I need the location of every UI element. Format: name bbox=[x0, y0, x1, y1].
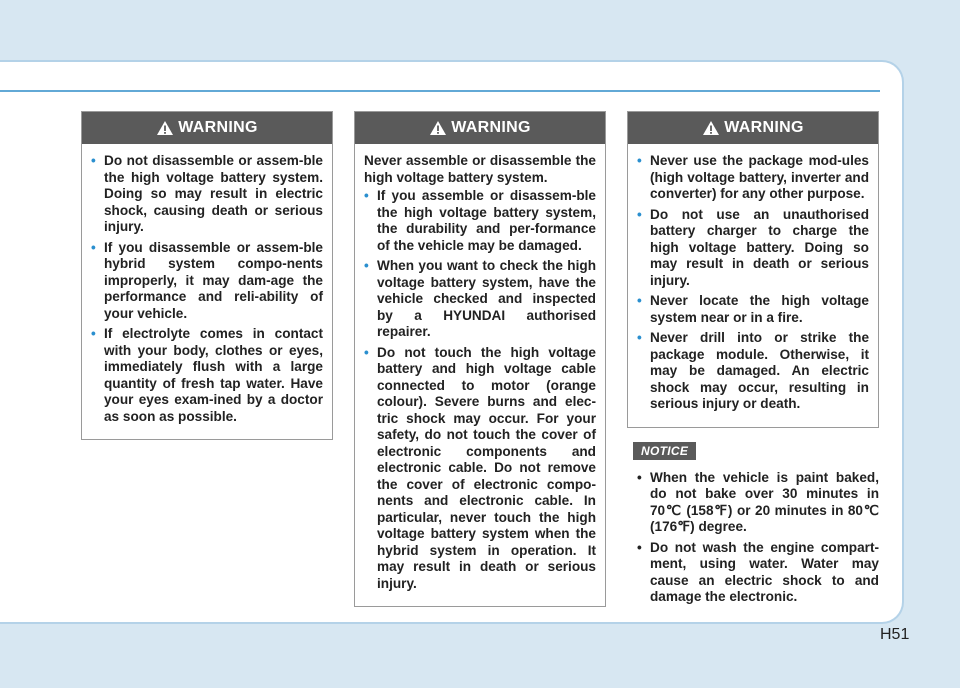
list-item: • If electrolyte comes in contact with your body, clothes or eyes, immediately flush with a large quantity of fresh tap water. Have your eyes exam-ined by a doctor as soon as possible. bbox=[91, 326, 323, 424]
warning-body-1 bbox=[82, 144, 332, 439]
notice-body bbox=[627, 460, 879, 606]
list-item: • When you want to check the high voltage battery system, have the vehicle checked and inspected by a HYUNDAI authorised repairer. bbox=[364, 258, 596, 339]
page-number: H51 bbox=[880, 626, 910, 643]
list-item: • Never locate the high voltage system near or in a fire. bbox=[637, 293, 869, 325]
list-item: • When the vehicle is paint baked, do not bake over 30 minutes in 70℃ (158℉) or 20 minutes in 80℃ (176℉) degree. bbox=[637, 469, 879, 534]
list-item: • Do not wash the engine compart-ment, using water. Water may cause an electric shock to and damage the electronic. bbox=[637, 539, 879, 604]
list-item: • Never use the package mod-ules (high voltage battery, inverter and converter) for any other purpose. bbox=[637, 153, 869, 201]
warning-column-3 bbox=[627, 111, 879, 610]
list-item: • Do not touch the high voltage battery and high voltage cable connected to motor (orange colour). Severe burns and elec-tric shock may occur. For your safety, do not touch the cover of electronic components and electronic cable. Do not remove the cover of electronic compo-nents and electronic cable. In particular, never touch the high voltage battery system when the hybrid system in operation. It may result in death or serious injury. bbox=[364, 344, 596, 591]
warning-body-3 bbox=[628, 144, 878, 427]
header-rule bbox=[0, 90, 880, 92]
warning-column-1 bbox=[81, 111, 333, 440]
list-item: • Do not use an unauthorised battery charger to charge the high voltage battery. Doing so may result in death or serious injury. bbox=[637, 206, 869, 288]
warning-header-2 bbox=[355, 112, 605, 144]
list-item: • Never drill into or strike the package module. Otherwise, it may be damaged. An electric shock may occur, resulting in serious injury or death. bbox=[637, 330, 869, 411]
warning-title-2: WARNING bbox=[451, 119, 531, 136]
warning-intro-2: Never assemble or disassemble the high voltage battery system. bbox=[364, 153, 596, 185]
list-item: • If you disassemble or assem-ble hybrid system compo-nents improperly, it may dam-age the performance and reli-ability of your vehicle. bbox=[91, 239, 323, 321]
warning-body-2 bbox=[355, 144, 605, 606]
warning-header-1 bbox=[82, 112, 332, 144]
warning-box-3 bbox=[627, 111, 879, 428]
warning-title-3: WARNING bbox=[724, 119, 804, 136]
list-item: • If you assemble or disassem-ble the high voltage battery system, the durability and per-formance of the vehicle may be damaged. bbox=[364, 188, 596, 253]
notice-label: NOTICE bbox=[633, 442, 696, 460]
warning-column-2 bbox=[354, 111, 606, 607]
warning-box-2 bbox=[354, 111, 606, 607]
warning-box-1 bbox=[81, 111, 333, 440]
warning-title-1: WARNING bbox=[178, 119, 258, 136]
warning-triangle-icon bbox=[156, 120, 174, 136]
list-item: • Do not disassemble or assem-ble the high voltage battery system. Doing so may result in electric shock, causing death or serious injury. bbox=[91, 153, 323, 234]
notice-section bbox=[627, 442, 879, 606]
warning-header-3 bbox=[628, 112, 878, 144]
warning-triangle-icon bbox=[702, 120, 720, 136]
warning-triangle-icon bbox=[429, 120, 447, 136]
